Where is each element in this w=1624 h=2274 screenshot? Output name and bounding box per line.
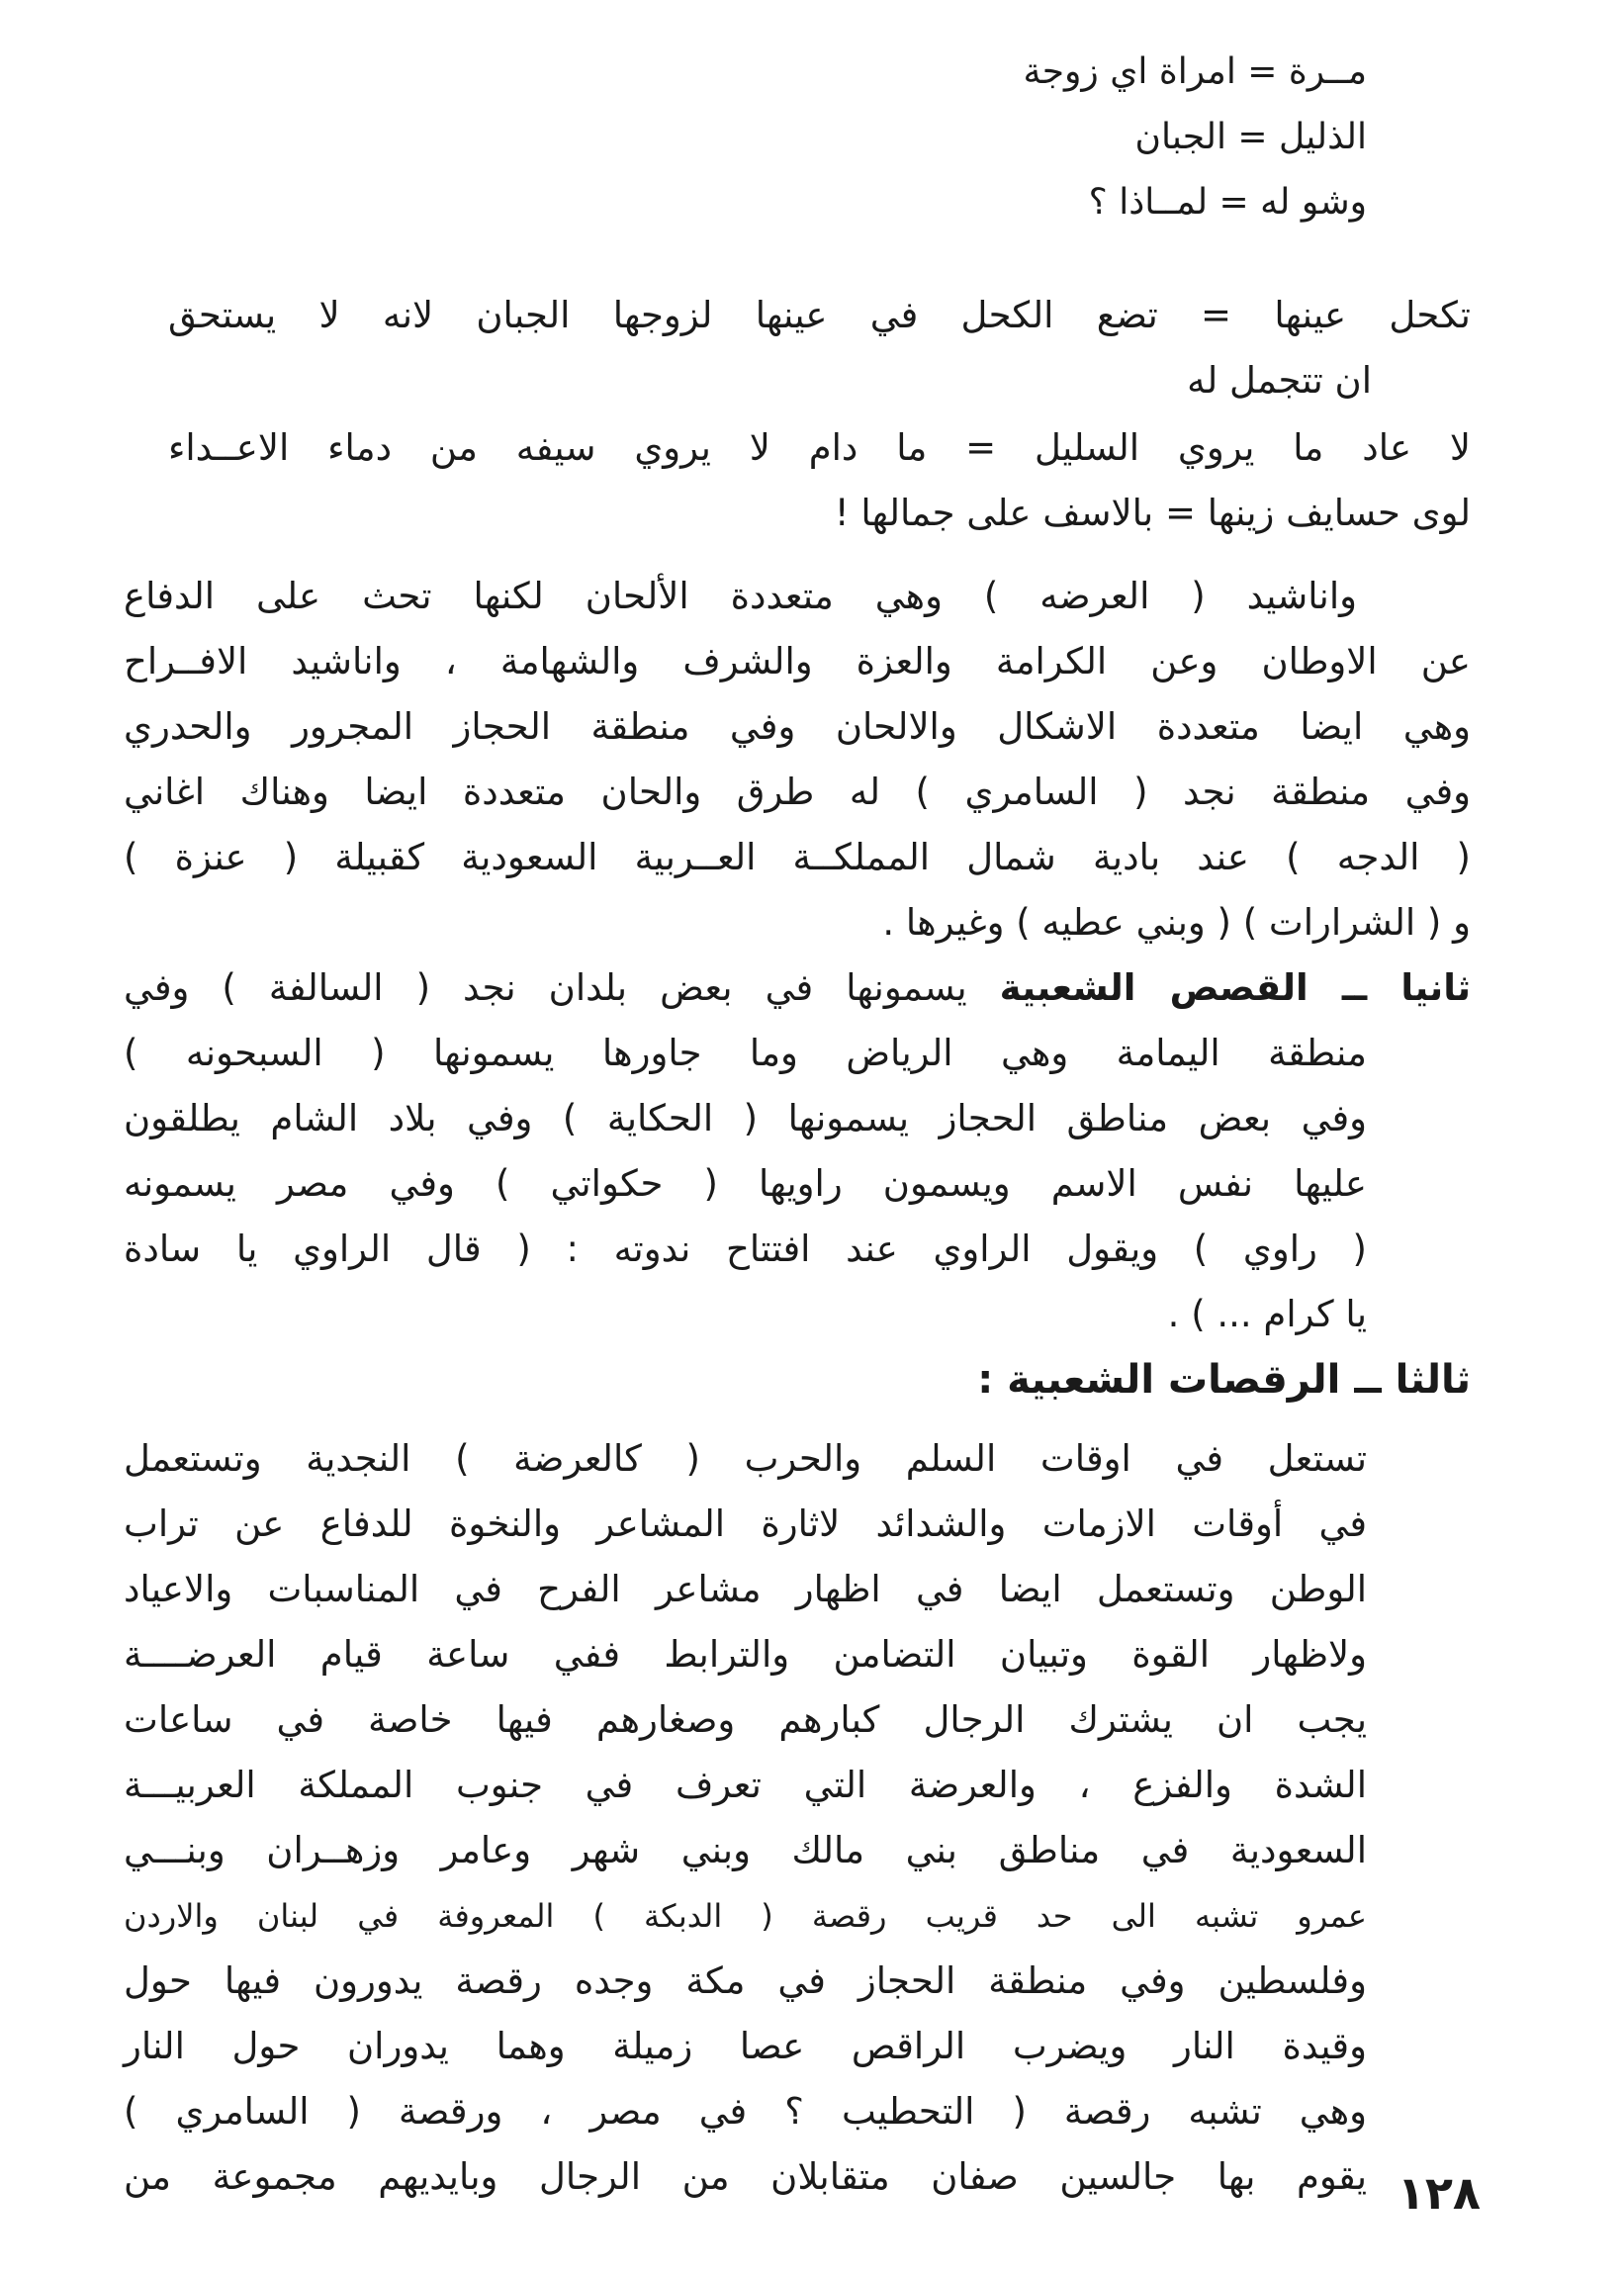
paragraph-line: ان تتجمل له <box>1187 359 1372 402</box>
stories-section <box>124 955 1471 1021</box>
glossary-line: وشو له = لمــاذا ؟ <box>1088 182 1367 223</box>
paragraph-line: تستعل في اوقات السلم والحرب ( كالعرضة ) النجدية وتستعمل <box>124 1437 1367 1480</box>
paragraph-line: وفي منطقة نجد ( السامري ) له طرق والحان متعددة ايضا وهناك اغاني <box>124 771 1471 813</box>
section-heading-dances: ثالثا ــ الرقصات الشعبية : <box>977 1357 1471 1403</box>
paragraph-line: منطقة اليمامة وهي الرياض وما جاورها يسمونها ( السبحونه ) <box>124 1032 1367 1074</box>
paragraph-line: وفلسطين وفي منطقة الحجاز في مكة وجده رقصة يدورون فيها حول <box>124 1959 1367 2002</box>
paragraph-line: يقوم بها جالسين صفان متقابلان من الرجال وبايديهم مجموعة من <box>124 2155 1367 2198</box>
paragraph-line: يا كرام ... ) . <box>1167 1293 1367 1335</box>
stories-intro-text: يسمونها في بعض بلدان نجد ( السالفة ) وفي <box>124 966 1000 1009</box>
section-heading-stories: ثانيا ــ القصص الشعبية <box>999 966 1471 1009</box>
paragraph-line: الشدة والفزع ، والعرضة التي تعرف في جنوب المملكة العربيـــة <box>124 1764 1367 1806</box>
paragraph-line: وقيدة النار ويضرب الراقص عصا زميلة وهما يدوران حول النار <box>124 2025 1367 2067</box>
paragraph-line: ( الدجه ) عند بادية شمال المملكــة العــربية السعودية كقبيلة ( عنزة ) <box>124 836 1471 878</box>
paragraph-line: وهي تشبه رقصة ( التحطيب ؟ في مصر ، ورقصة ( السامري ) <box>124 2090 1367 2133</box>
paragraph-line: واناشيد ( العرضه ) وهي متعددة الألحان لكنها تحث على الدفاع <box>124 575 1357 617</box>
paragraph-line: لا عاد ما يروي السليل = ما دام لا يروي سيفه من دماء الاعــداء <box>168 426 1471 469</box>
paragraph-line: في أوقات الازمات والشدائد لاثارة المشاعر والنخوة للدفاع عن تراب <box>124 1502 1367 1545</box>
paragraph-line: عمرو تشبه الى حد قريب رقصة ( الدبكة ) المعروفة في لبنان والاردن <box>124 1897 1367 1935</box>
anashid-paragraph <box>124 564 1357 629</box>
paragraph-line: وهي ايضا متعددة الاشكال والالحان وفي منطقة الحجاز المجرور والحدري <box>124 705 1471 748</box>
paragraph-line: عن الاوطان وعن الكرامة والعزة والشرف والشهامة ، واناشيد الافــراح <box>124 640 1471 682</box>
paragraph-line: عليها نفس الاسم ويسمون راويها ( حكواتي ) وفي مصر يسمونه <box>124 1162 1367 1205</box>
glossary-line: مــرة = امراة اي زوجة <box>1023 51 1367 92</box>
page-number: ١٢٨ <box>1397 2166 1481 2220</box>
paragraph-line: و ( الشرارات ) ( وبني عطيه ) وغيرها . <box>882 901 1471 944</box>
paragraph-line: ( راوي ) ويقول الراوي عند افتتاح ندوته : ( قال الراوي يا سادة <box>124 1228 1367 1270</box>
paragraph-line: السعودية في مناطق بني مالك وبني شهر وعامر وزهــران وبنـــي <box>124 1829 1367 1871</box>
paragraph-line: وفي بعض مناطق الحجاز يسمونها ( الحكاية ) وفي بلاد الشام يطلقون <box>124 1097 1367 1139</box>
anashid-paragraph-body <box>124 629 1471 955</box>
paragraph-line <box>124 955 1471 1021</box>
sword-definition <box>168 415 1471 546</box>
stories-body <box>124 1021 1367 1347</box>
glossary-line: الذليل = الجبان <box>1134 117 1367 157</box>
paragraph-line: ولاظهار القوة وتبيان التضامن والترابط ففي ساعة قيام العرضــــة <box>124 1633 1367 1676</box>
glossary-block <box>1023 40 1367 235</box>
paragraph-line: يجب ان يشترك الرجال كبارهم وصغارهم فيها خاصة في ساعات <box>124 1698 1367 1741</box>
paragraph-line: تكحل عينها = تضع الكحل في عينها لزوجها الجبان لانه لا يستحق <box>168 294 1471 336</box>
paragraph-line: لوى حسايف زينها = بالاسف على جمالها ! <box>834 492 1471 534</box>
paragraph-line: الوطن وتستعمل ايضا في اظهار مشاعر الفرح في المناسبات والاعياد <box>124 1568 1367 1610</box>
kohl-definition <box>168 283 1471 413</box>
dances-paragraph <box>124 1426 1367 2210</box>
